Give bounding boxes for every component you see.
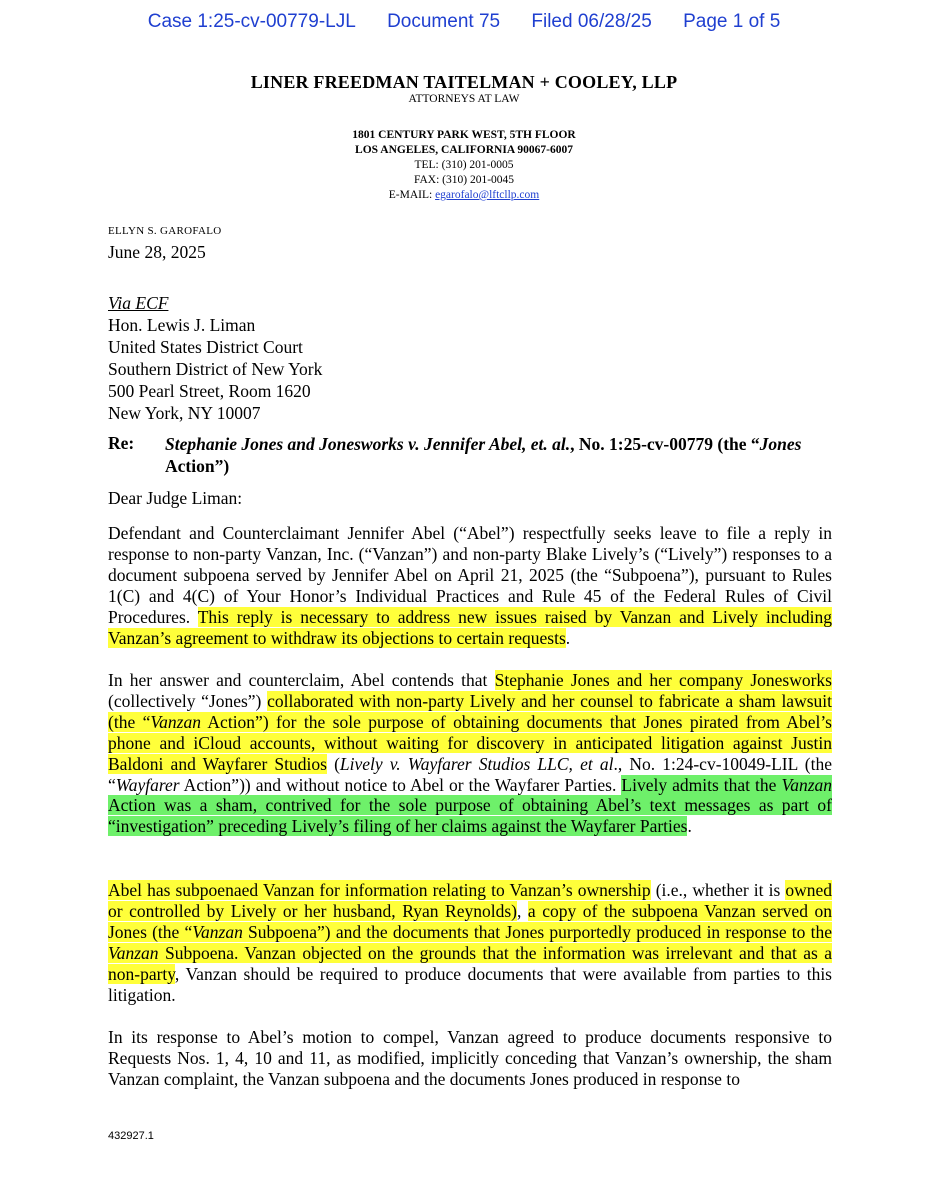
p3-highlight-3a: a copy of the subpoena Vanzan served on Jones (the “ <box>108 900 832 942</box>
p2-end: . <box>687 816 692 837</box>
address-line-2: LOS ANGELES, CALIFORNIA 90067-6007 <box>355 144 573 156</box>
document-number: Document 75 <box>387 11 501 32</box>
p1-highlight: This reply is necessary to address new issues raised by Vanzan and Lively including Vanzan’s agreement to withdraw its objections to certain requests <box>108 606 833 648</box>
re-short-name: Jones <box>759 434 802 454</box>
re-subject <box>165 433 828 477</box>
paragraph-1 <box>108 523 832 648</box>
p3-text-a: (i.e., whether it is <box>650 880 786 900</box>
p2-text-b: (collectively “Jones”) <box>108 690 268 711</box>
p2-text-e: Action”)) and without notice to Abel or the Wayfarer Parties. <box>179 774 622 795</box>
paragraph-3 <box>108 880 832 1005</box>
fax: FAX: (310) 201-0045 <box>413 174 515 186</box>
p2-text-a: In her answer and counterclaim, Abel contends that <box>108 670 495 690</box>
addressee-block <box>108 292 322 424</box>
p2-highlight-2-italic: Vanzan <box>150 711 201 732</box>
email-label: E-MAIL: <box>388 189 433 201</box>
p2-highlight-2a: collaborated with non-party Lively and her counsel to fabricate a sham lawsuit (the “ <box>108 690 832 732</box>
p2-highlight-1: Stephanie Jones and her company Jonesworks <box>494 670 832 690</box>
addressee-line-4: 500 Pearl Street, Room 1620 <box>108 381 311 401</box>
p1-text: Defendant and Counterclaimant Jennifer Abel (“Abel”) respectfully seeks leave to file a reply in response to non-party Vanzan, Inc. (“Vanzan”) and non-party Blake Lively’s (“Lively”) responses to a document subpoena served by Jennifer Abel on April 21, 2025 (the “Subpoena”), pursuant to Rules 1(C) and 4(C) of Your Honor’s Individual Practices and Rule 45 of the Federal Rules of Civil Procedures. <box>108 523 832 627</box>
email-link[interactable]: egarofalo@lftcllp.com <box>435 189 540 201</box>
firm-address <box>0 128 928 203</box>
p3-highlight-3-italic-1: Vanzan <box>192 921 243 942</box>
re-case-number: , No. 1:25-cv-00779 (the “ <box>570 434 760 454</box>
author-name: ELLYN S. GAROFALO <box>108 225 222 237</box>
p2-wayfarer-italic: Wayfarer <box>115 774 180 795</box>
re-short-name-suffix: Action”) <box>165 456 230 476</box>
p3-text-c: , Vanzan should be required to produce documents that were available from parties to this litigation. <box>108 963 832 1005</box>
p2-green-1: Lively admits that the <box>621 774 782 795</box>
paragraph-4: In its response to Abel’s motion to compel, Vanzan agreed to produce documents responsive to Requests Nos. 1, 4, 10 and 11, as modified, implicitly conceding that Vanzan’s ownership, the sham Vanzan complaint, the Vanzan subpoena and the documents Jones produced in response to <box>108 1027 832 1089</box>
p2-text-d: ., No. 1:24-cv-10049-LIL (the “ <box>108 753 832 795</box>
delivery-method: Via ECF <box>108 293 169 313</box>
case-number: Case 1:25-cv-00779-LJL <box>147 11 356 32</box>
p2-text-c: ( <box>326 753 340 774</box>
p3-text-b: , <box>516 900 528 921</box>
addressee-line-2: United States District Court <box>108 337 303 357</box>
telephone: TEL: (310) 201-0005 <box>414 159 514 171</box>
letter-date: June 28, 2025 <box>108 242 206 262</box>
re-case-name: Stephanie Jones and Jonesworks v. Jennifer Abel, et. al. <box>165 434 571 454</box>
p2-green-2: Action was a sham, contrived for the sole purpose of obtaining Abel’s text messages as part of “investigation” preceding Lively’s filing of her claims against the Wayfarer Parties <box>108 795 832 837</box>
p2-case-citation: Lively v. Wayfarer Studios LLC, et al <box>339 753 614 774</box>
ecf-header <box>0 11 928 33</box>
filed-date: Filed 06/28/25 <box>531 11 652 32</box>
p2-green-italic: Vanzan <box>781 774 832 795</box>
firm-subtitle: ATTORNEYS AT LAW <box>408 93 520 105</box>
addressee-line-3: Southern District of New York <box>108 359 323 379</box>
re-label: Re: <box>108 433 135 453</box>
p3-highlight-2: owned or controlled by Lively or her husband, Ryan Reynolds) <box>108 880 832 921</box>
salutation: Dear Judge Liman: <box>108 488 243 508</box>
email-line <box>0 188 928 203</box>
p2-highlight-2b: Action”) for the sole purpose of obtaining documents that Jones pirated from Abel’s phone and iCloud accounts, without waiting for discovery in anticipated litigation against Justin Baldoni and Wayfarer Studios <box>108 711 832 774</box>
addressee-line-1: Hon. Lewis J. Liman <box>108 315 256 335</box>
p1-end: . <box>565 627 571 648</box>
paragraph-2 <box>108 670 832 837</box>
letterhead <box>0 72 928 106</box>
addressee-line-5: New York, NY 10007 <box>108 403 261 423</box>
p3-highlight-1: Abel has subpoenaed Vanzan for information relating to Vanzan’s ownership <box>108 880 651 900</box>
p3-highlight-3-italic-2: Vanzan <box>108 942 159 963</box>
document-id-footer: 432927.1 <box>108 1130 154 1142</box>
p3-highlight-3c: Subpoena. Vanzan objected on the grounds that the information was irrelevant and that as a non-party <box>108 942 832 984</box>
firm-name: LINER FREEDMAN TAITELMAN + COOLEY, LLP <box>250 72 678 92</box>
page-indicator: Page 1 of 5 <box>683 11 781 32</box>
p3-highlight-3b: Subpoena”) and the documents that Jones purportedly produced in response to the <box>242 921 832 942</box>
address-line-1: 1801 CENTURY PARK WEST, 5TH FLOOR <box>352 129 576 141</box>
